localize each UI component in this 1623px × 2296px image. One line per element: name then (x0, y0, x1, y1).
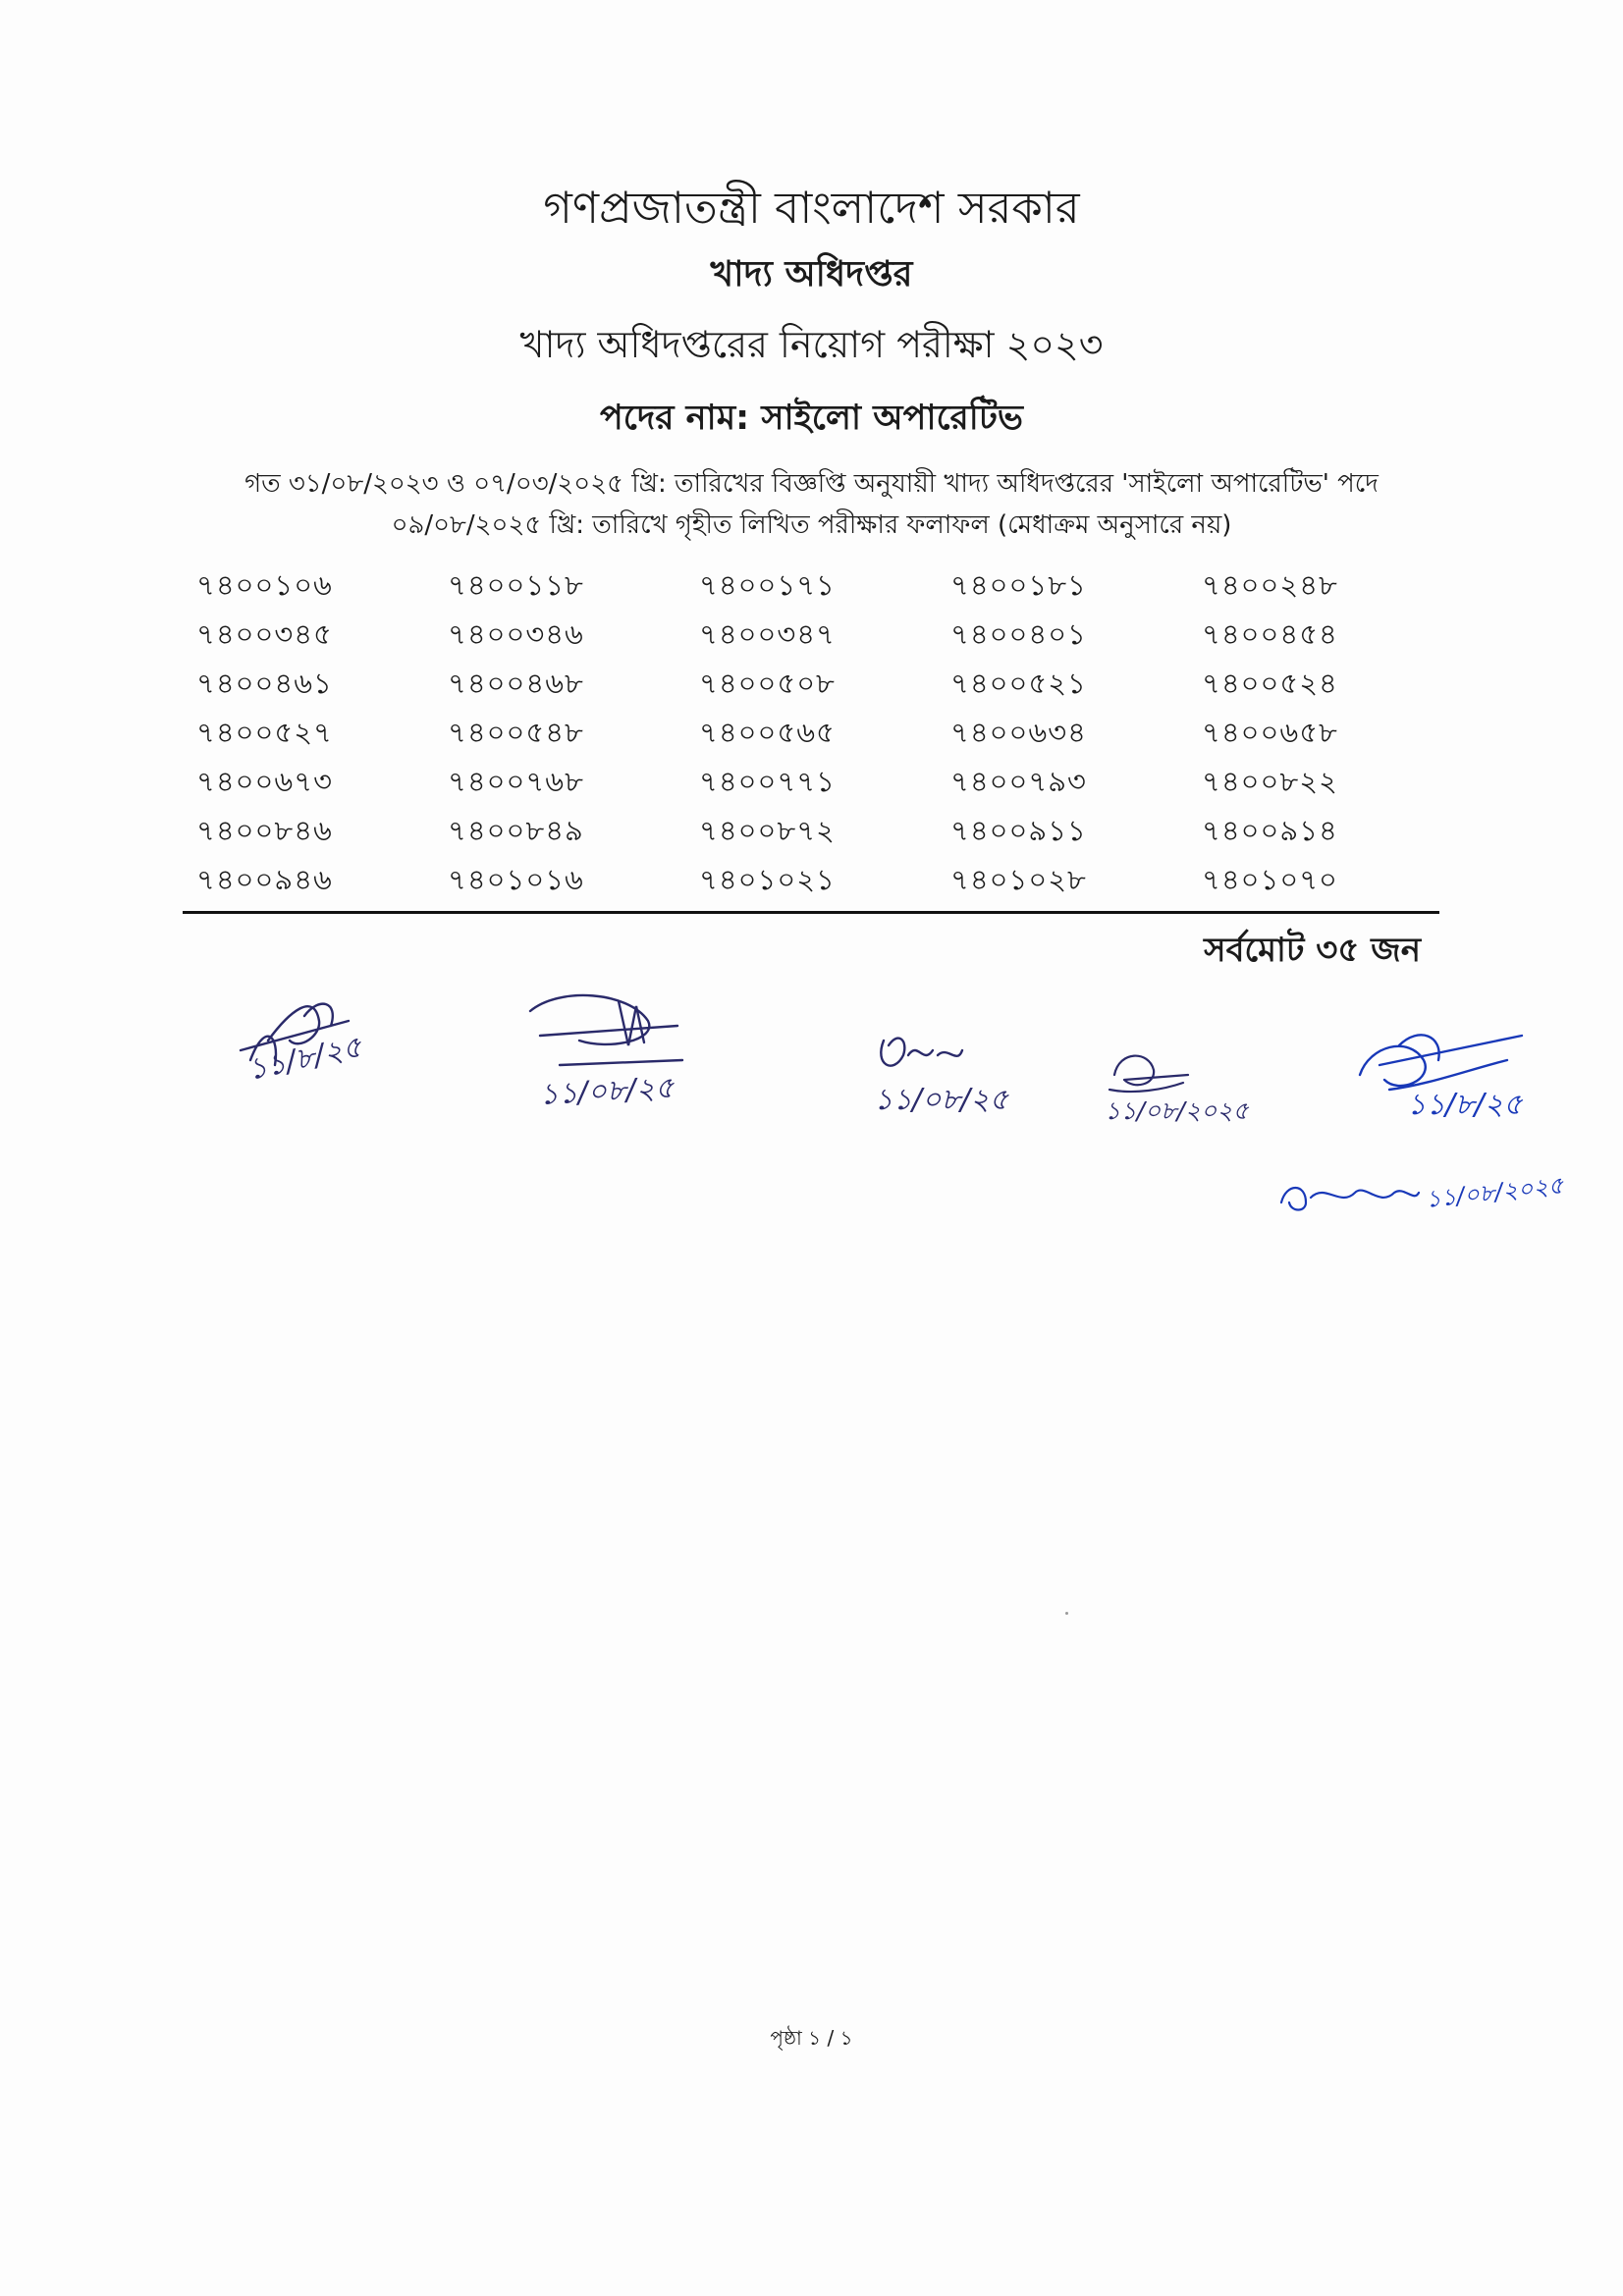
roll-number: ৭৪০০৬৭৩ (196, 764, 333, 798)
roll-number: ৭৪০০৫৪৮ (448, 715, 584, 749)
signature-5 (1350, 1016, 1556, 1134)
notice-line-2: ০৯/০৮/২০২৫ খ্রি: তারিখে গৃহীত লিখিত পরীক্ষার ফলাফল (মেধাক্রম অনুসারে নয়) (391, 510, 1232, 540)
signature-3 (864, 1021, 1090, 1129)
roll-number: ৭৪০০৯১৪ (1202, 813, 1338, 847)
roll-number: ৭৪০০৪৫৪ (1202, 616, 1338, 651)
roll-number: ৭৪০১০৭০ (1202, 862, 1338, 896)
roll-number: ৭৪০০৫২৪ (1202, 666, 1338, 700)
government-title: গণপ্রজাতন্ত্রী বাংলাদেশ সরকার (543, 182, 1080, 234)
signature-6-date: ১১/০৮/২০২৫ (1424, 1171, 1565, 1213)
roll-number: ৭৪০০৭৭১ (699, 764, 836, 798)
signature-5-date: ১১/৮/২৫ (1407, 1088, 1523, 1122)
roll-number: ৭৪০০৩৪৬ (448, 616, 584, 651)
signature-1-date: ১১/৮/২৫ (244, 1030, 365, 1088)
roll-row (183, 661, 1439, 710)
signature-1 (221, 982, 457, 1090)
roll-number: ৭৪০০৯৪৬ (196, 862, 333, 896)
signature-2 (520, 982, 756, 1119)
signature-4-date: ১১/০৮/২০২৫ (1105, 1096, 1249, 1125)
roll-number: ৭৪০০৬৫৮ (1202, 715, 1338, 749)
roll-number: ৭৪০০১১৮ (448, 567, 584, 602)
roll-number: ৭৪০০৫২১ (950, 666, 1087, 700)
signature-6 (1271, 1158, 1565, 1237)
roll-number: ৭৪০০৮৪৯ (448, 813, 584, 847)
roll-number: ৭৪০১০১৬ (448, 862, 584, 896)
exam-title: খাদ্য অধিদপ্তরের নিয়োগ পরীক্ষা ২০২৩ (519, 323, 1104, 366)
roll-number-grid (183, 562, 1439, 906)
roll-row (183, 562, 1439, 612)
roll-row (183, 759, 1439, 808)
roll-number: ৭৪০০৫২৭ (196, 715, 333, 749)
notice-line-1: গত ৩১/০৮/২০২৩ ও ০৭/০৩/২০২৫ খ্রি: তারিখের বিজ্ঞপ্তি অনুযায়ী খাদ্য অধিদপ্তরের 'সাইলো অপারেটিভ' পদে (244, 469, 1379, 499)
roll-row (183, 710, 1439, 759)
total-count: সর্বমোট ৩৫ জন (1204, 931, 1421, 970)
roll-number: ৭৪০০৪৬৮ (448, 666, 584, 700)
roll-number: ৭৪০০৫০৮ (699, 666, 836, 700)
roll-number: ৭৪০০২৪৮ (1202, 567, 1338, 602)
roll-row (183, 857, 1439, 906)
page-number: পৃষ্ঠা ১ / ১ (770, 2026, 853, 2050)
roll-number: ৭৪০০৮২২ (1202, 764, 1338, 798)
roll-number: ৭৪০০৮৭২ (699, 813, 836, 847)
stray-dot (1065, 1612, 1068, 1615)
table-bottom-rule (183, 911, 1439, 914)
signature-3-date: ১১/০৮/২৫ (874, 1083, 1009, 1117)
roll-number: ৭৪০০৬৩৪ (950, 715, 1087, 749)
roll-number: ৭৪০০৭৬৮ (448, 764, 584, 798)
roll-number: ৭৪০০৮৪৬ (196, 813, 333, 847)
post-name: পদের নাম: সাইলো অপারেটিভ (600, 399, 1023, 438)
roll-row (183, 808, 1439, 857)
roll-number: ৭৪০০১০৬ (196, 567, 333, 602)
roll-number: ৭৪০১০২১ (699, 862, 836, 896)
roll-number: ৭৪০০৯১১ (950, 813, 1087, 847)
roll-number: ৭৪০০৪০১ (950, 616, 1087, 651)
roll-row (183, 612, 1439, 661)
roll-number: ৭৪০০৪৬১ (196, 666, 333, 700)
notice-text (0, 463, 1623, 546)
department-title: খাদ্য অধিদপ্তর (710, 254, 913, 294)
roll-number: ৭৪০১০২৮ (950, 862, 1087, 896)
roll-number: ৭৪০০৭৯৩ (950, 764, 1087, 798)
signature-2-date: ১১/০৮/২৫ (538, 1070, 676, 1112)
roll-number: ৭৪০০৩৪৫ (196, 616, 333, 651)
roll-number: ৭৪০০১৭১ (699, 567, 836, 602)
roll-number: ৭৪০০৫৬৫ (699, 715, 836, 749)
roll-number: ৭৪০০৩৪৭ (699, 616, 836, 651)
signature-4 (1095, 1036, 1291, 1144)
roll-number: ৭৪০০১৮১ (950, 567, 1087, 602)
